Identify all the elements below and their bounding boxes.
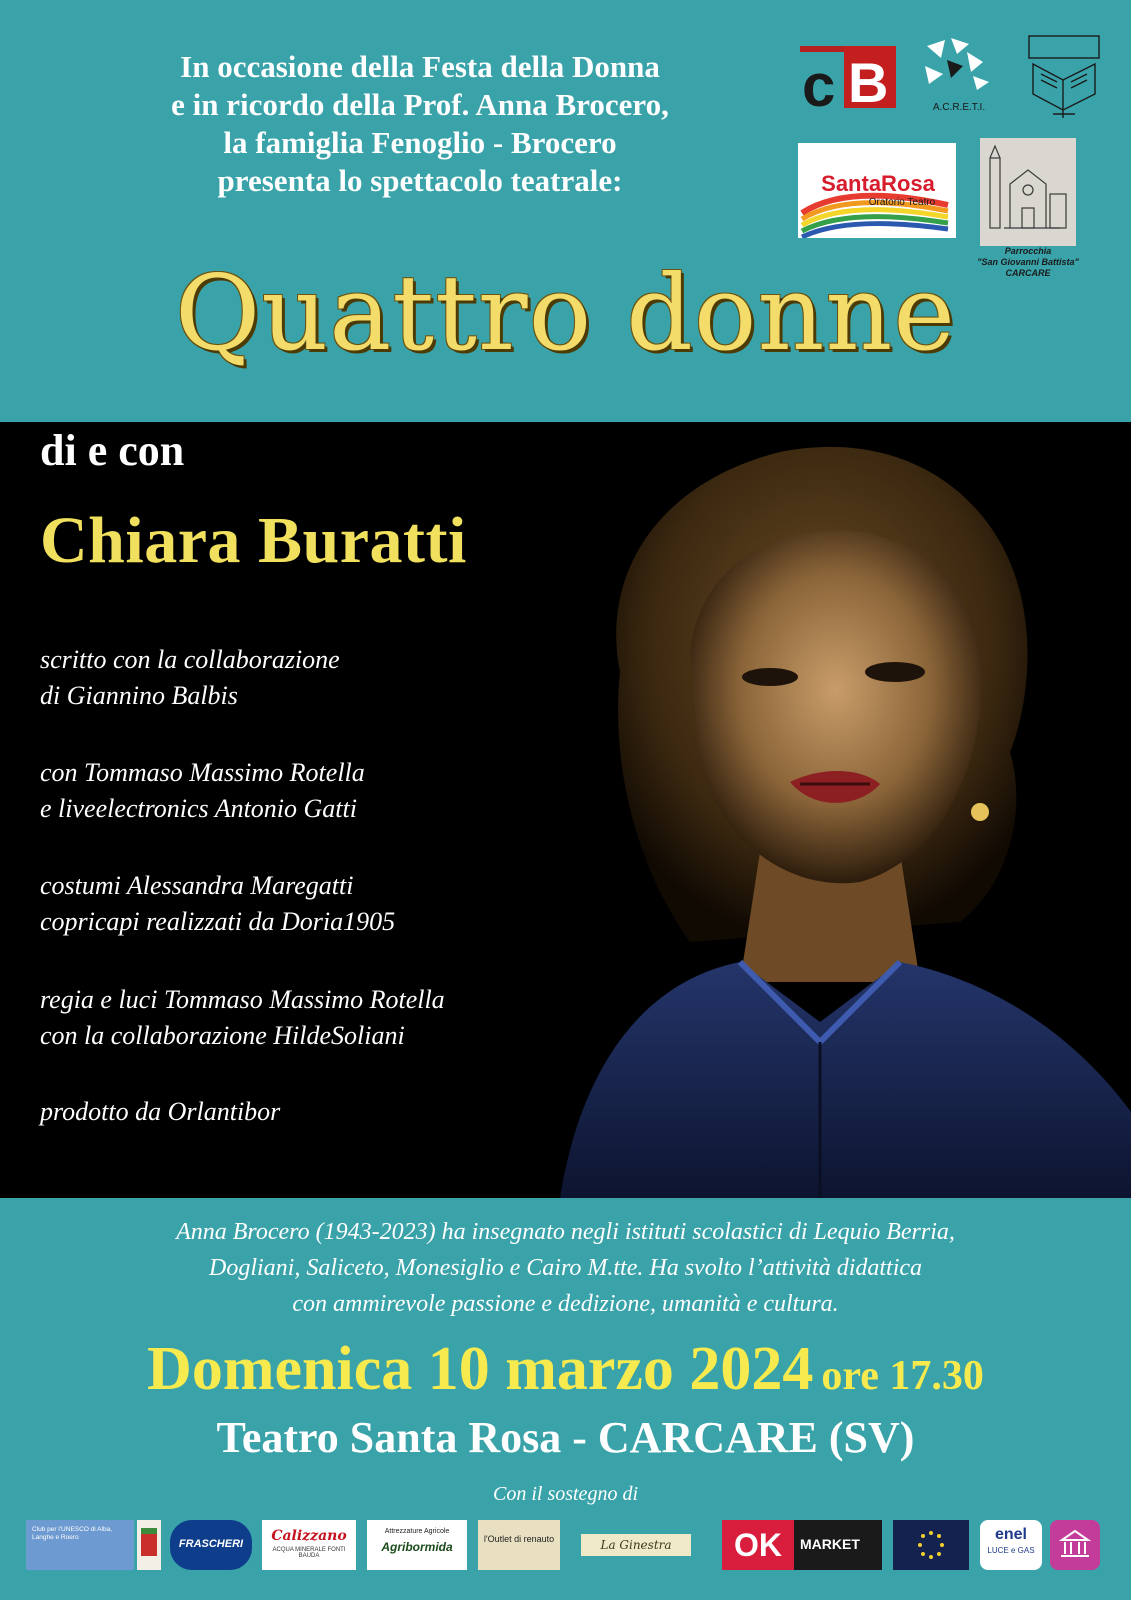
intro-line: la famiglia Fenoglio - Brocero [223,125,617,160]
credit-group [40,982,445,1054]
frascheri-logo: FRASCHERI [170,1520,252,1570]
ok-market-logo: OK MARKET [722,1520,882,1570]
credit-line: scritto con la collaborazione [40,645,340,674]
intro-line: In occasione della Festa della Donna [180,49,660,84]
parrocchia-line: Parrocchia [1004,246,1052,256]
bio-line: con ammirevole passione e dedizione, umanità e cultura. [292,1291,839,1317]
credit-line: prodotto da Orlantibor [40,1097,281,1126]
event-time: ore 17.30 [821,1353,984,1399]
credit-line: costumi Alessandra Maregatti [40,871,354,900]
cast-intro: di e con [40,426,185,475]
la-ginestra-logo: La Ginestra [571,1520,701,1570]
santarosa-rainbow-icon [798,143,956,238]
museum-icon [1050,1520,1100,1570]
event-date-line [0,1334,1131,1405]
credit-group [40,868,395,940]
svg-text:c: c [802,52,836,112]
svg-text:B: B [848,51,889,112]
event-date: Domenica 10 marzo 2024 [147,1335,814,1403]
support-label: Con il sostegno di [492,1483,638,1505]
bio-line: Dogliani, Saliceto, Monesiglio e Cairo M.tte. Ha svolto l’attività didattica [208,1255,923,1281]
svg-text:SantaRosa: SantaRosa [821,171,935,196]
credit-line: e liveelectronics Antonio Gatti [40,794,357,823]
header-band [0,0,1131,422]
outlet-renauto-logo: l'Outlet di renauto [478,1520,560,1570]
church-image [980,138,1076,246]
credit-group [40,642,340,714]
acreti-logo [917,32,1001,116]
intro-line: e in ricordo della Prof. Anna Brocero, [171,87,669,122]
eu-flag-logo [893,1520,969,1570]
santarosa-logo [798,143,956,238]
parrocchia-line: "San Giovanni Battista" [977,257,1079,267]
credit-group [40,755,365,827]
parrocchia-line: CARCARE [1005,268,1051,278]
church-icon [980,138,1076,246]
unesco-emblem-icon [137,1520,161,1570]
agribormida-logo: Attrezzature Agricole Agribormida [367,1520,467,1570]
cb-logo [798,40,901,112]
credit-line: copricapi realizzati da Doria1905 [40,907,396,936]
enel-logo: enel LUCE e GAS [980,1520,1042,1570]
credit-line: di Giannino Balbis [40,681,238,710]
bio-line: Anna Brocero (1943-2023) ha insegnato negli istituti scolastici di Lequio Berria, [176,1219,955,1245]
svg-text:Oratorio Teatro: Oratorio Teatro [868,197,936,208]
intro-line: presenta lo spettacolo teatrale: [217,163,623,198]
unesco-logo: Club per l'UNESCO di Alba, Langhe e Roero [26,1520,134,1570]
show-title: Quattro donne [175,252,956,374]
svg-text:A.C.R.E.T.I.: A.C.R.E.T.I. [932,102,986,113]
credit-line: con Tommaso Massimo Rotella [40,758,365,787]
intro-text [40,48,800,200]
credit-line: con la collaborazione HildeSoliani [40,1021,405,1050]
credit-group [40,1094,280,1130]
actor-name: Chiara Buratti [40,504,467,577]
sponsor-strip [26,1520,1116,1574]
biography [40,1214,1091,1322]
calizzano-logo: Calizzano ACQUA MINERALE FONTI BAUDA [262,1520,356,1570]
event-venue: Teatro Santa Rosa - CARCARE (SV) [216,1413,915,1462]
casa-bianca-logo [1023,30,1105,120]
credit-line: regia e luci Tommaso Massimo Rotella [40,985,445,1014]
eu-stars-icon [893,1520,969,1570]
